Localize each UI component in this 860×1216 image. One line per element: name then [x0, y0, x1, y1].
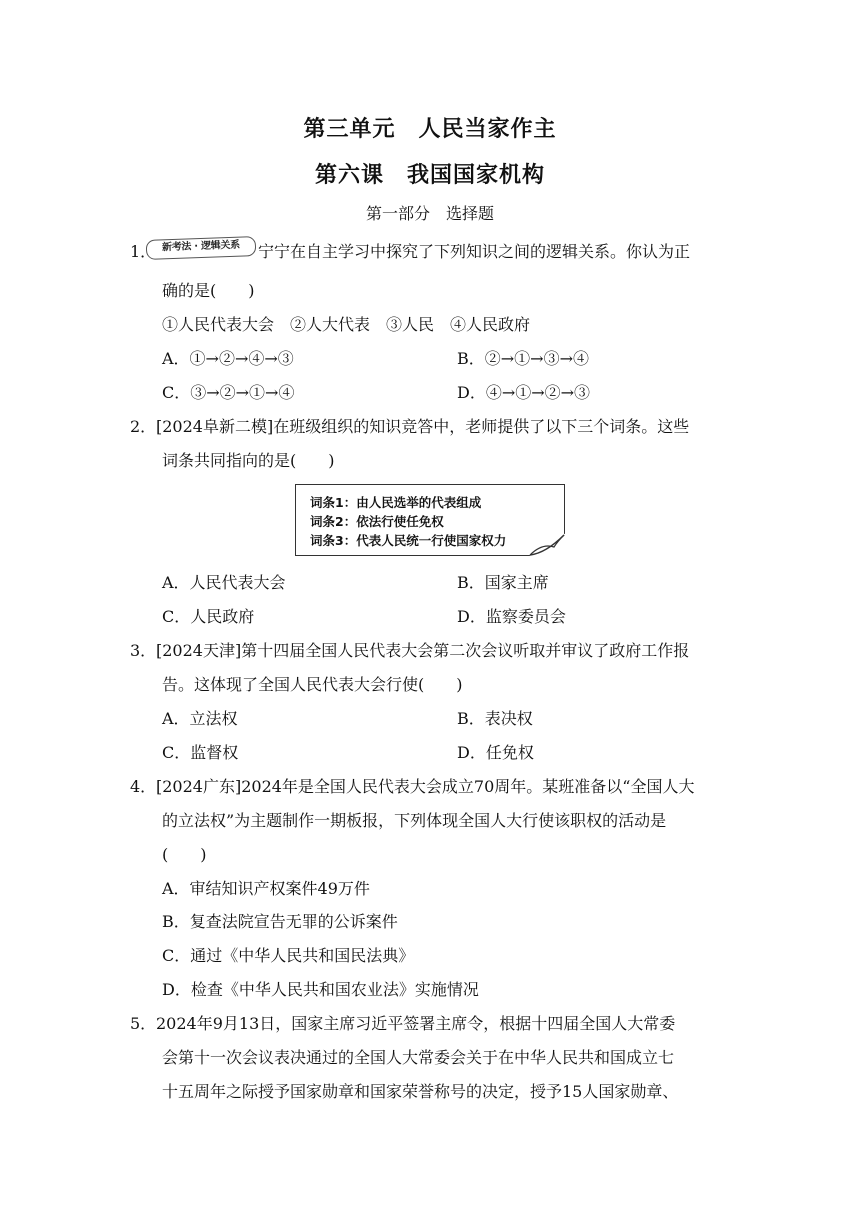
q1-option-c[interactable]: C．③→②→①→④ [162, 383, 295, 402]
q1-stem-line1: 宁宁在自主学习中探究了下列知识之间的逻辑关系。你认为正 [258, 242, 691, 261]
q3-number: 3． [130, 641, 157, 660]
q4-option-c[interactable]: C．通过《中华人民共和国民法典》 [162, 946, 415, 965]
q2-stem-line2: 词条共同指向的是( ) [162, 451, 335, 470]
q2-term-card [295, 484, 565, 556]
q2-term-3: 词条3：代表人民统一行使国家权力 [310, 533, 507, 548]
unit-title: 第三单元 人民当家作主 [303, 117, 557, 142]
q2-option-d[interactable]: D．监察委员会 [457, 607, 566, 626]
q4-option-a[interactable]: A．审结知识产权案件49万件 [162, 879, 370, 898]
q1-option-a[interactable]: A．①→②→④→③ [162, 349, 294, 368]
page-curl-icon [528, 533, 566, 557]
q1-items: ①人民代表大会 ②人大代表 ③人民 ④人民政府 [162, 315, 531, 334]
q3-option-a[interactable]: A．立法权 [162, 709, 238, 728]
q1-tag-badge: 新考法 · 逻辑关系 [146, 236, 257, 260]
q2-term-2: 词条2：依法行使任免权 [310, 514, 444, 529]
q4-number: 4． [130, 777, 157, 796]
q2-option-a[interactable]: A．人民代表大会 [162, 573, 286, 592]
q3-option-d[interactable]: D．任免权 [457, 743, 534, 762]
q3-option-b[interactable]: B．表决权 [457, 709, 533, 728]
q1-option-d[interactable]: D．④→①→②→③ [457, 383, 591, 402]
q2-option-c[interactable]: C．人民政府 [162, 607, 255, 626]
q3-option-c[interactable]: C．监督权 [162, 743, 239, 762]
lesson-title: 第六课 我国国家机构 [314, 163, 545, 188]
q4-option-d[interactable]: D．检查《中华人民共和国农业法》实施情况 [162, 980, 479, 999]
q4-stem-line1: [2024广东]2024年是全国人民代表大会成立70周年。某班准备以“全国人大 [156, 777, 695, 796]
q3-stem-line2: 告。这体现了全国人民代表大会行使( ) [162, 675, 463, 694]
q2-number: 2． [130, 417, 157, 436]
q2-term-1: 词条1：由人民选举的代表组成 [310, 495, 482, 510]
q5-stem-line1: 2024年9月13日，国家主席习近平签署主席令，根据十四届全国人大常委 [156, 1014, 676, 1033]
q2-option-b[interactable]: B．国家主席 [457, 573, 549, 592]
q1-stem-line2: 确的是( ) [162, 281, 255, 300]
q4-stem-line3: ( ) [162, 845, 207, 864]
q3-stem-line1: [2024天津]第十四届全国人民代表大会第二次会议听取并审议了政府工作报 [156, 641, 690, 660]
q1-option-b[interactable]: B．②→①→③→④ [457, 349, 589, 368]
q5-number: 5． [130, 1014, 157, 1033]
q5-stem-line2: 会第十一次会议表决通过的全国人大常委会关于在中华人民共和国成立七 [162, 1048, 675, 1067]
q2-stem-line1: [2024阜新二模]在班级组织的知识竞答中，老师提供了以下三个词条。这些 [156, 417, 690, 436]
q1-number: 1． [130, 242, 157, 261]
q4-stem-line2: 的立法权”为主题制作一期板报，下列体现全国人大行使该职权的活动是 [162, 811, 667, 830]
q5-stem-line3: 十五周年之际授予国家勋章和国家荣誉称号的决定，授予15人国家勋章、 [162, 1082, 679, 1101]
q4-option-b[interactable]: B．复查法院宣告无罪的公诉案件 [162, 912, 398, 931]
section-title: 第一部分 选择题 [365, 204, 494, 223]
